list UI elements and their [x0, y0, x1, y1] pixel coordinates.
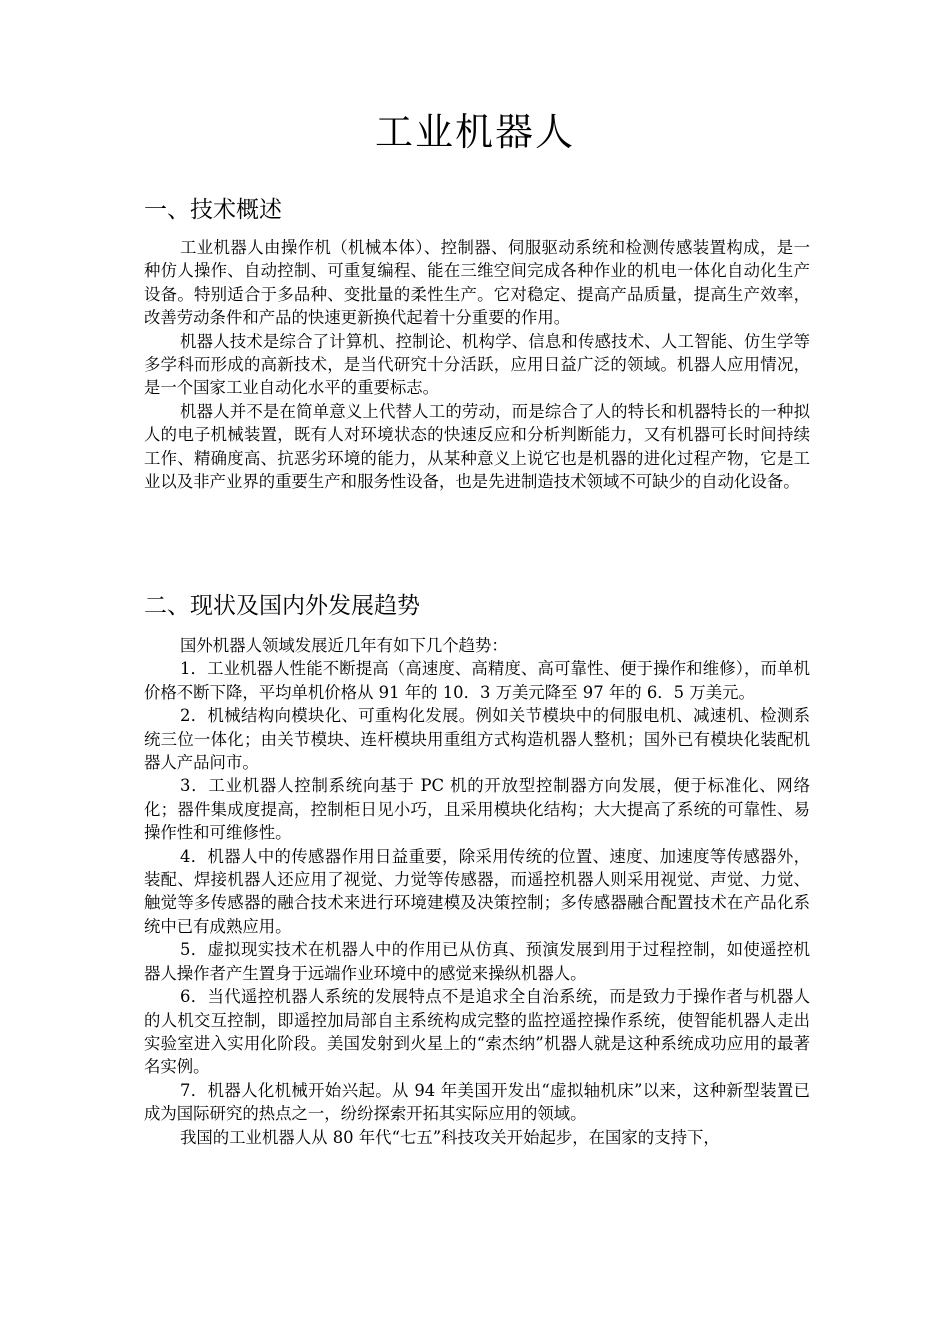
list-item: 1．工业机器人性能不断提高（高速度、高精度、高可靠性、便于操作和维修），而单机价格不断下降，平均单机价格从 91 年的 10．3 万美元降至 97 年的 6．5 万美元。 [144, 659, 810, 702]
section-body-trends [144, 634, 810, 1149]
section-body-overview [144, 236, 810, 493]
document-title: 工业机器人 [374, 110, 575, 154]
paragraph: 我国的工业机器人从 80 年代“七五”科技攻关开始起步，在国家的支持下， [180, 1127, 720, 1147]
list-item: 6．当代遥控机器人系统的发展特点不是追求全自治系统，而是致力于操作者与机器人的人机交互控制，即遥控加局部自主系统构成完整的监控遥控操作系统，使智能机器人走出实验室进入实用化阶段。美国发射到火星上的“索杰纳”机器人就是这种系统成功应用的最著名实例。 [144, 987, 810, 1077]
list-item: 5．虚拟现实技术在机器人中的作用已从仿真、预演发展到用于过程控制，如使遥控机器人操作者产生置身于远端作业环境中的感觉来操纵机器人。 [144, 940, 810, 983]
paragraph: 工业机器人由操作机（机械本体）、控制器、伺服驱动系统和检测传感装置构成，是一种仿人操作、自动控制、可重复编程、能在三维空间完成各种作业的机电一体化自动化生产设备。特别适合于多品种、变批量的柔性生产。它对稳定、提高产品质量，提高生产效率，改善劳动条件和产品的快速更新换代起着十分重要的作用。 [144, 238, 810, 328]
paragraph: 机器人技术是综合了计算机、控制论、机构学、信息和传感技术、人工智能、仿生学等多学科而形成的高新技术，是当代研究十分活跃，应用日益广泛的领域。机器人应用情况，是一个国家工业自动化水平的重要标志。 [144, 331, 810, 398]
section-heading-overview: 一、技术概述 [144, 197, 282, 223]
section-heading-trends: 二、现状及国内外发展趋势 [144, 593, 420, 619]
list-item: 2．机械结构向模块化、可重构化发展。例如关节模块中的伺服电机、减速机、检测系统三位一体化；由关节模块、连杆模块用重组方式构造机器人整机；国外已有模块化装配机器人产品问市。 [144, 706, 810, 773]
paragraph: 国外机器人领域发展近几年有如下几个趋势： [180, 636, 508, 655]
list-item: 3．工业机器人控制系统向基于 PC 机的开放型控制器方向发展，便于标准化、网络化；器件集成度提高，控制柜日见小巧，且采用模块化结构；大大提高了系统的可靠性、易操作性和可维修性。 [144, 776, 810, 843]
paragraph: 机器人并不是在简单意义上代替人工的劳动，而是综合了人的特长和机器特长的一种拟人的电子机械装置，既有人对环境状态的快速反应和分析判断能力，又有机器可长时间持续工作、精确度高、抗恶劣环境的能力，从某种意义上说它也是机器的进化过程产物，它是工业以及非产业界的重要生产和服务性设备，也是先进制造技术领域不可缺少的自动化设备。 [144, 401, 810, 492]
list-item: 7．机器人化机械开始兴起。从 94 年美国开发出“虚拟轴机床”以来，这种新型装置已成为国际研究的热点之一，纷纷探索开拓其实际应用的领域。 [144, 1080, 810, 1124]
list-item: 4．机器人中的传感器作用日益重要，除采用传统的位置、速度、加速度等传感器外，装配、焊接机器人还应用了视觉、力觉等传感器，而遥控机器人则采用视觉、声觉、力觉、触觉等多传感器的融合技术来进行环境建模及决策控制；多传感器融合配置技术在产品化系统中已有成熟应用。 [144, 846, 810, 936]
